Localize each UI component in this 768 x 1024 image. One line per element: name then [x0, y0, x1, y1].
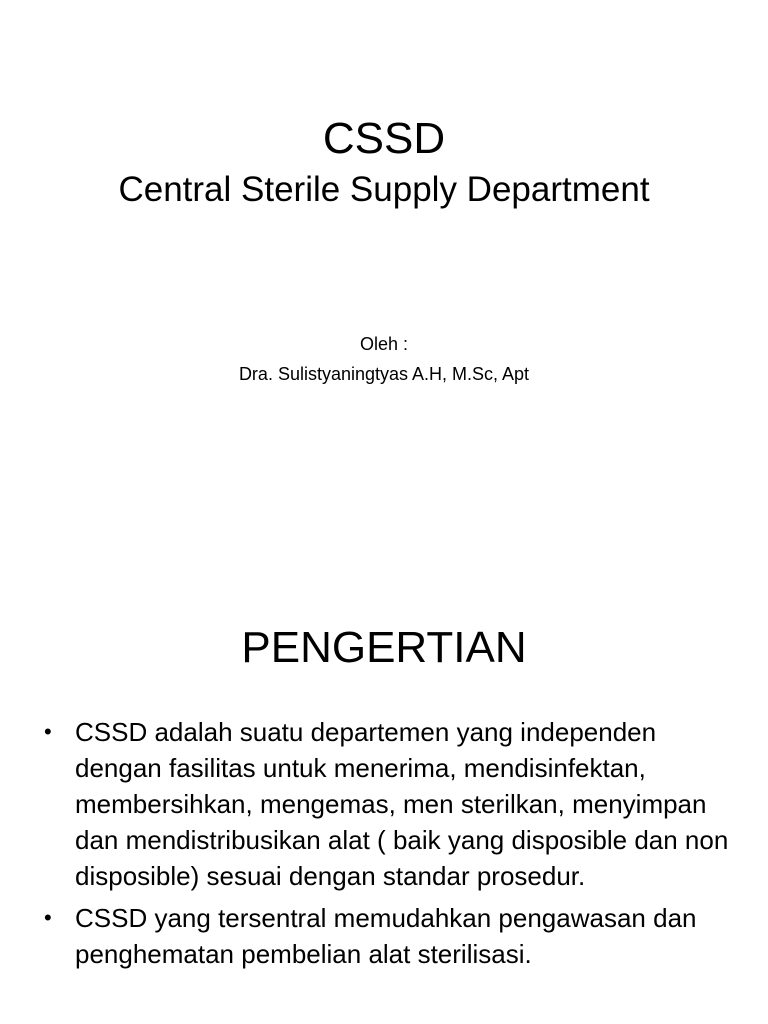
- bullet-list: [42, 714, 732, 978]
- bullet-text: CSSD adalah suatu departemen yang independen dengan fasilitas untuk menerima, mendisinfektan, membersihkan, mengemas, men sterilkan, menyimpan dan mendistribusikan alat ( baik yang disposible dan non disposible) sesuai dengan standar prosedur.: [75, 717, 729, 891]
- bullet-item: [42, 900, 732, 972]
- section-heading: PENGERTIAN: [241, 623, 527, 672]
- content-slide: [0, 560, 768, 1024]
- bullet-item: [42, 714, 732, 894]
- slide-subtitle: Central Sterile Supply Department: [118, 170, 650, 209]
- bullet-text: CSSD yang tersentral memudahkan pengawasan dan penghematan pembelian alat sterilisasi.: [75, 903, 697, 969]
- author-name: Dra. Sulistyaningtyas A.H, M.Sc, Apt: [238, 364, 530, 384]
- bullet-icon: •: [44, 905, 52, 930]
- byline-label: Oleh :: [359, 334, 409, 354]
- bullet-icon: •: [44, 719, 52, 744]
- slide-title: CSSD: [322, 114, 446, 163]
